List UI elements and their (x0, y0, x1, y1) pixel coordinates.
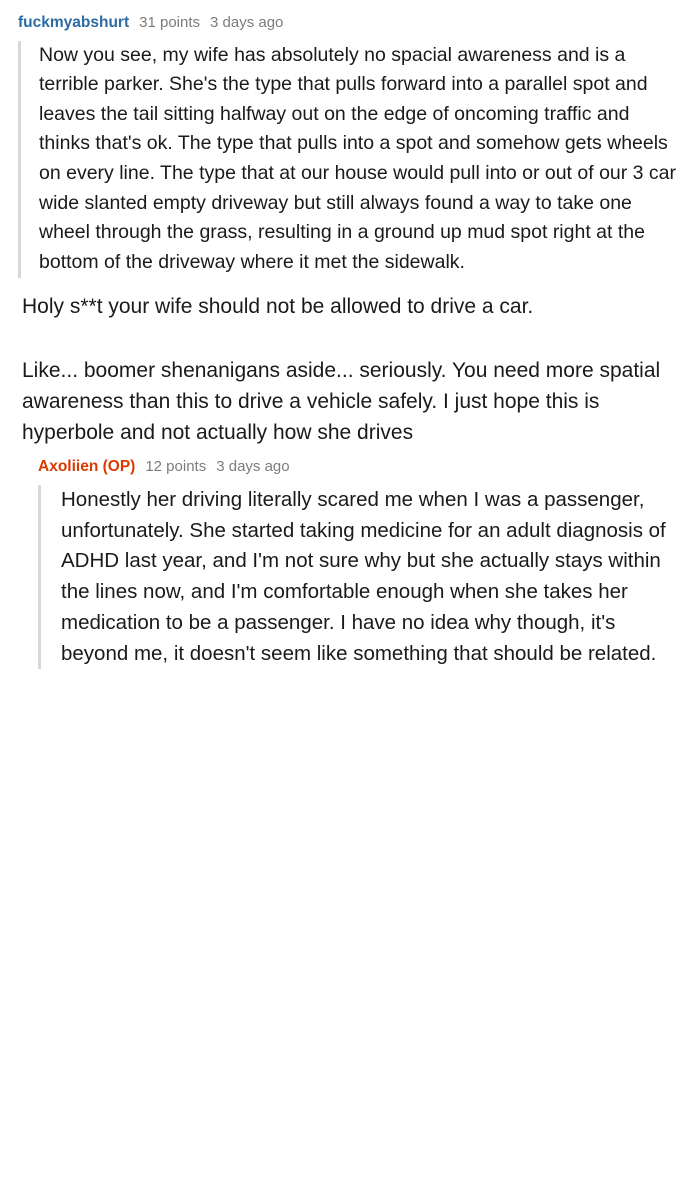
comment-timestamp: 3 days ago (216, 458, 290, 476)
comment-body (38, 485, 682, 670)
comment-header (18, 14, 682, 33)
paragraph-spacer (22, 322, 678, 356)
quoted-comment (18, 41, 682, 278)
comment-reply (18, 458, 682, 669)
comment-author-link[interactable]: fuckmyabshurt (18, 14, 130, 31)
comment-header (18, 458, 682, 477)
spacer (18, 284, 682, 292)
comment-body (18, 292, 682, 449)
comment-score: 31 points (139, 14, 201, 31)
comment-paragraph: Holy s**t your wife should not be allowed to drive a car. (22, 294, 534, 318)
comment-timestamp: 3 days ago (210, 14, 284, 31)
comment-author-link-op[interactable]: Axoliien (OP) (38, 458, 136, 476)
quoted-comment-text: Now you see, my wife has absolutely no spacial awareness and is a terrible parker. She's the type that pulls forward into a parallel spot and leaves the tail sitting halfway out on the edge of oncoming traffic and thinks that's ok. The type that pulls into a spot and somehow gets wheels on every line. The type that at our house would pull into or out of our 3 car wide slanted empty driveway but still always found a way to take one wheel through the grass, resulting in a ground up mud spot right at the bottom of the driveway where it met the sidewalk. (39, 43, 677, 273)
comment-paragraph: Honestly her driving literally scared me when I was a passenger, unfortunately. She started taking medicine for an adult diagnosis of ADHD last year, and I'm not sure why but she actually stays within the lines now, and I'm comfortable enough when she takes her medication to be a passenger. I have no idea why though, it's beyond me, it doesn't seem like something that should be related. (61, 487, 666, 665)
comment-score: 12 points (145, 458, 207, 476)
comment-paragraph: Like... boomer shenanigans aside... seriously. You need more spatial awareness than this to drive a vehicle safely. I just hope this is hyperbole and not actually how she drives (22, 359, 661, 444)
comment (18, 14, 682, 448)
